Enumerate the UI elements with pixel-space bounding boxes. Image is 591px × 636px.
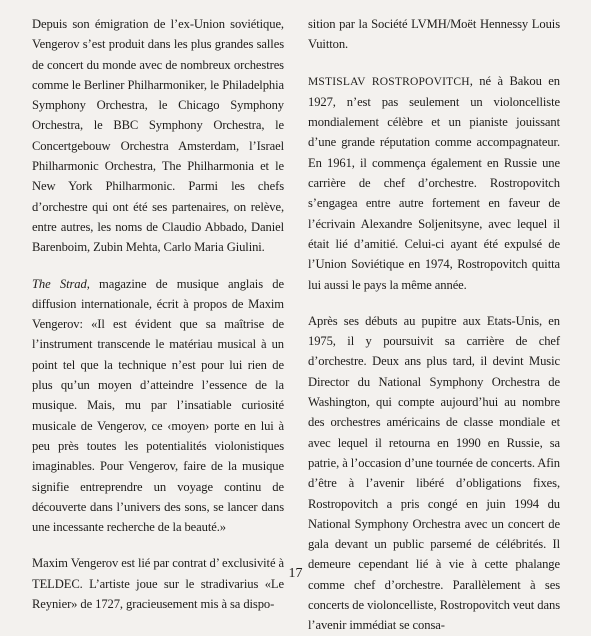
left-column [32, 14, 284, 614]
paragraph-continuation: sition par la Société LVMH/Moët Hennessy Louis Vuitton. [308, 17, 560, 52]
bio-text: , né à Bakou en 1927, n’est pas seulement un violoncelliste mondialement célèbre et un pianiste jouissant d’une grande réputation comme accompagnateur. En 1961, il commença également en Russie une carrière de chef d’orchestre. Rostropovitch s’engagea entre autre fortement en faveur de l’écrivain Alexandre Soljenitsyne, avec lequel il était lié d’amitié. Celui-ci ayant été expulsé de l’Union Soviétique en 1974, Rostropovitch quitta lui aussi le pays la même année. [308, 73, 560, 292]
paragraph-rostropovitch-bio [308, 71, 560, 295]
quote-text: , magazine de musique anglais de diffusion internationale, écrit à propos de Maxim Vengerov: «Il est évident que sa maîtrise de l’instrument transcende le matériau musical à un point tel que la technique n’est pour lui rien de plus qu’un moyen d’atteindre l’essence de la musique. Mais, mu par l’insatiable curiosité musicale de Vengerov, ce ‹moyen› porte en lui à peu près toutes les potentialités violonistiques imaginables. Pour Vengerov, faire de la musique signifie entreprendre un voyage continu de découverte dans l’univers des sons, se lancer dans une incessante recherche de la beauté.» [32, 276, 284, 535]
artist-name: MSTISLAV ROSTROPOVITCH [308, 75, 470, 88]
publication-title: The Strad [32, 276, 87, 291]
paragraph-rostropovitch-conductor: Après ses débuts au pupitre aux Etats-Unis, en 1975, il y poursuivit sa carrière de chef d’orchestre. Deux ans plus tard, il devint Music Director du National Symphony Orchestra de Washington, qui compte aujourd’hui au nombre des orchestres américains de classe mondiale et avec lequel il retourna en 1990 en Russie, sa patrie, à l’occasion d’une tournée de concerts. Afin d’être à l’avenir libéré d’obligations fixes, Rostropovitch a pris congé en juin 1994 du National Symphony Orchestra avec un concert de gala devant un public parsemé de célébrités. Il demeure cependant lié à vie à cette phalange comme chef d’orchestre. Parallèlement à ses concerts de violoncelliste, Rostropovitch veut dans l’avenir immédiat se consa- [308, 313, 560, 633]
paragraph-vengerov-career: Depuis son émigration de l’ex-Union soviétique, Vengerov s’est produit dans les plus grandes salles de concert du monde avec de nombreux orchestres comme le Berliner Philharmoniker, le Philadelphia Symphony Orchestra, le Chicago Symphony Orchestra, le BBC Symphony Orchestra, le Concertgebouw Orchestra Amsterdam, l’Israel Philharmonic Orchestra, The Philharmonia et le New York Philharmonic. Parmi les chefs d’orchestre qui ont été ses partenaires, on relève, entre autres, les noms de Claudio Abbado, Daniel Barenboim, Zubin Mehta, Carlo Maria Giulini. [32, 17, 284, 255]
page-number: 17 [288, 566, 303, 581]
paragraph-the-strad-quote [32, 274, 284, 538]
right-column [308, 14, 560, 636]
paragraph-vengerov-contract: Maxim Vengerov est lié par contrat d’ exclusivité à TELDEC. L’artiste joue sur le stradivarius «Le Reynier» de 1727, gracieusement mis à sa dispo- [32, 556, 284, 612]
